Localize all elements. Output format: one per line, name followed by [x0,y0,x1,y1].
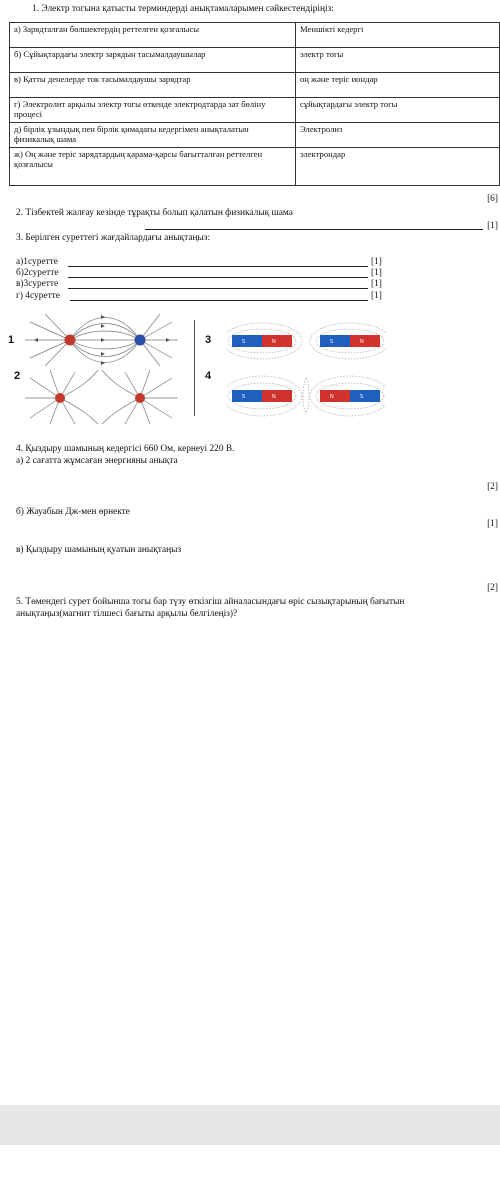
q3-item-d-mark: [1] [371,291,382,301]
figure-4-label: 4 [205,370,212,382]
table-row [10,48,500,73]
q1-title: 1. Электр тогына қатысты терминдерді анықтамаларымен сәйкестендіріңіз: [32,4,334,14]
q1-row-right: Меншікті кедергі [296,23,500,48]
table-row [10,23,500,48]
q4-part-c-mark: [2] [487,583,498,593]
figure-1-label: 1 [8,334,15,346]
q3-item-a-answer-line[interactable] [68,266,368,267]
q3-item-b-label: б)2суретте [16,268,59,278]
table-row [10,123,500,148]
q3-item-b-mark: [1] [371,268,382,278]
svg-text:N: N [330,394,334,400]
q1-row-right: Электролиз [296,123,500,148]
q4-part-b-mark: [1] [487,519,498,529]
q2-answer-line[interactable] [145,229,483,230]
q3-item-c-label: в)3суретте [16,279,59,289]
svg-text:N: N [272,339,276,345]
figure-4-magnets-field [226,370,386,422]
figure-1-dipole-field [20,312,180,368]
svg-text:N: N [360,339,364,345]
q1-row-right: электрондар [296,148,500,186]
q1-row-left: ж) Оң және теріс зарядтардың қарама-қарсы бағытталған реттелген қозғалысы [10,148,296,186]
figure-3-magnets-field [226,316,386,366]
svg-text:S: S [330,339,334,345]
noop [165,1148,166,1149]
svg-text:S: S [242,394,246,400]
q1-row-left: д) бірлік ұзындық пен бірлік қимадағы кедергімен анықталатын физикалық шама [10,123,296,148]
q1-matching-table [9,22,500,186]
q4-part-a-mark: [2] [487,482,498,492]
worksheet-page-2 [0,1145,500,1197]
q1-row-right: сұйықтардағы электр тогы [296,98,500,123]
q1-row-right: оң және теріс иондар [296,73,500,98]
q1-row-left: г) Электролит арқылы электр тогы өткенде электродтарда зат бөліну процесі [10,98,296,123]
q3-item-d-answer-line[interactable] [70,300,368,301]
svg-text:S: S [242,339,246,345]
q2-text: 2. Тізбектей жалғау кезінде тұрақты болып қалатын физикалық шама [16,208,293,218]
q3-text: 3. Берілген суреттегі жағдайлардағы анықтаңыз: [16,233,211,243]
q5-line-1: 5. Төмендегі сурет бойынша тогы бар түзу өткізгіш айналасындағы өріс сызықтарының бағытын [16,597,405,607]
figure-2-like-charges-field [20,370,180,424]
q1-row-right: электр тогы [296,48,500,73]
q3-item-c-answer-line[interactable] [68,288,368,289]
q3-item-b-answer-line[interactable] [68,277,368,278]
svg-text:S: S [360,394,364,400]
q1-row-left: в) Қатты денелерде ток тасымалдаушы зарядтар [10,73,296,98]
figure-3-label: 3 [205,334,212,346]
figure-2-label: 2 [14,370,21,382]
q1-row-left: б) Сұйықтардағы электр зарядын тасымалдаушылар [10,48,296,73]
q3-item-a-mark: [1] [371,257,382,267]
svg-text:N: N [272,394,276,400]
q2-mark: [1] [487,221,498,231]
q5-line-2: анықтаңыз(магнит тілшесі бағыты арқылы белгілеңіз)? [16,609,238,619]
q3-item-a-label: а)1суретте [16,257,58,267]
q3-field-figures [0,312,500,424]
q4-text: 4. Қыздыру шамының кедергісі 660 Ом, кернеуі 220 В. [16,444,235,454]
page-gap [0,1105,500,1145]
table-row [10,98,500,123]
table-row [10,73,500,98]
q4-part-b: б) Жауабын Дж-мен өрнекте [16,507,130,517]
q3-item-c-mark: [1] [371,279,382,289]
figure-divider [194,320,195,416]
q4-part-a: а) 2 сағатта жұмсаған энергияны анықта [16,456,178,466]
table-row [10,148,500,186]
q1-row-left: а) Зарядталған бөлшектердің реттелген қозғалысы [10,23,296,48]
q3-item-d-label: г) 4суретте [16,291,60,301]
q1-mark: [6] [487,194,498,204]
q4-part-c: в) Қыздыру шамының қуатын анықтаңыз [16,545,182,555]
